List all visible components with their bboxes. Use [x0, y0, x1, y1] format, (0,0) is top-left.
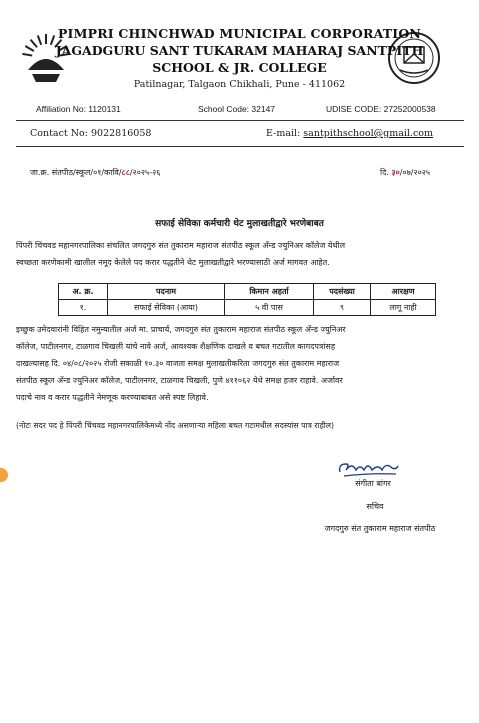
signatory-name: संगीता बांगर: [355, 479, 391, 488]
ref-prefix: जा.क्र. संतपीठ/स्कूल/०१/कावि/: [30, 168, 122, 177]
col-post-name: पदनाम: [108, 284, 225, 300]
body-line-5: पदाचे नाव व करार पद्धतीने नेमणूक करण्याबाबत असे स्पष्ट लिहावे.: [16, 393, 209, 402]
col-vacancies: पदसंख्या: [314, 284, 371, 300]
reference-number: [30, 167, 160, 178]
date-handwritten-day: ३०: [391, 168, 400, 177]
contact-number: Contact No: 9022816058: [30, 128, 152, 139]
body-line-2: कॉलेज, पाटीलनगर, टाळगाव चिखली यांचे नावे अर्ज, आवश्यक शैक्षणिक दाखले व बचत गटातील कागदपत्रांसह: [16, 342, 336, 351]
cell-post-name: सफाई सेविका (आया): [108, 300, 225, 316]
col-serial: अ. क्र.: [59, 284, 108, 300]
org-name-line3: SCHOOL & JR. COLLEGE: [152, 60, 327, 75]
body-line-1: इच्छुक उमेदवारांनी विहित नमुन्यातील अर्ज मा. प्राचार्य, जगदगुरु संत तुकाराम महाराज संतपीठ स्कूल अँन्ड ज्युनिअर: [16, 325, 346, 334]
ref-suffix: /२०२५-२६: [129, 168, 161, 177]
intro-line-2: स्वच्छता करणेकामी खालील नमूद केलेले पद करार पद्धतीने थेट मुलाखतीद्वारे भरण्यासाठी अर्ज मागवत आहेत.: [16, 258, 330, 267]
col-qualification: किमान अहर्ता: [225, 284, 314, 300]
divider-bottom: [16, 146, 464, 147]
udise-code: UDISE CODE: 27252000538: [326, 104, 436, 114]
col-reservation: आरक्षण: [371, 284, 436, 300]
table-row: [59, 300, 436, 316]
cell-reservation: लागू नाही: [371, 300, 436, 316]
school-code: School Code: 32147: [198, 104, 276, 114]
date-prefix: दि.: [380, 168, 392, 177]
org-name-line2: JAGADGURU SANT TUKARAM MAHARAJ SANTPITH: [55, 43, 424, 58]
letter-date: [380, 167, 430, 178]
intro-line-1: पिंपरी चिंचवड महानगरपालिका संचलित जगदगुरु संत तुकाराम महाराज संतपीठ स्कूल अँन्ड ज्युनिअर कॉलेज येथील: [16, 241, 346, 250]
eligibility-note: (नोटः सदर पद हे पिंपरी चिंचवड महानगरपालिकेमध्ये नोंद असणाऱ्या महिला बचत गटामधील सदस्यांस पात्र राहील): [16, 421, 335, 430]
email-label: E-mail:: [266, 128, 304, 139]
edge-mark: [0, 468, 8, 482]
date-rest: /०७/२०२५: [399, 168, 431, 177]
ref-handwritten-number: ८८: [121, 168, 130, 177]
body-line-3: दाखल्यासह दि. ०४/०८/२०२५ रोजी सकाळी १०.३० वाजता समक्ष मुलाखतीकरिता जगदगुरु संत तुकाराम महाराज: [16, 359, 340, 368]
cell-vacancies: ९: [314, 300, 371, 316]
signatory-designation: सचिव: [366, 502, 384, 511]
body-line-4: संतपीठ स्कूल अँन्ड ज्युनिअर कॉलेज, पाटीलनगर, टाळगाव चिखली, पुणे ४११०६२ येथे समक्ष हजर राहावे. अर्जावर: [16, 376, 343, 385]
school-address: Patilnagar, Talgaon Chikhali, Pune - 411062: [133, 79, 346, 90]
table-header-row: [59, 284, 436, 300]
cell-serial: १.: [59, 300, 108, 316]
email-line: [266, 128, 433, 139]
posts-table: [58, 283, 436, 316]
email-link[interactable]: santpithschool@gmail.com: [303, 128, 434, 139]
signatory-institution: जगदगुरु संत तुकाराम महाराज संतपीठ: [324, 524, 436, 533]
affiliation-number: Affiliation No: 1120131: [36, 104, 121, 114]
divider-top: [16, 120, 464, 121]
org-name-line1: PIMPRI CHINCHWAD MUNICIPAL CORPORATION: [57, 26, 422, 41]
cell-qualification: ५ वी पास: [225, 300, 314, 316]
notice-title: सफाई सेविका कर्मचारी थेट मुलाखतीद्वारे भरणेबाबत: [155, 219, 324, 229]
